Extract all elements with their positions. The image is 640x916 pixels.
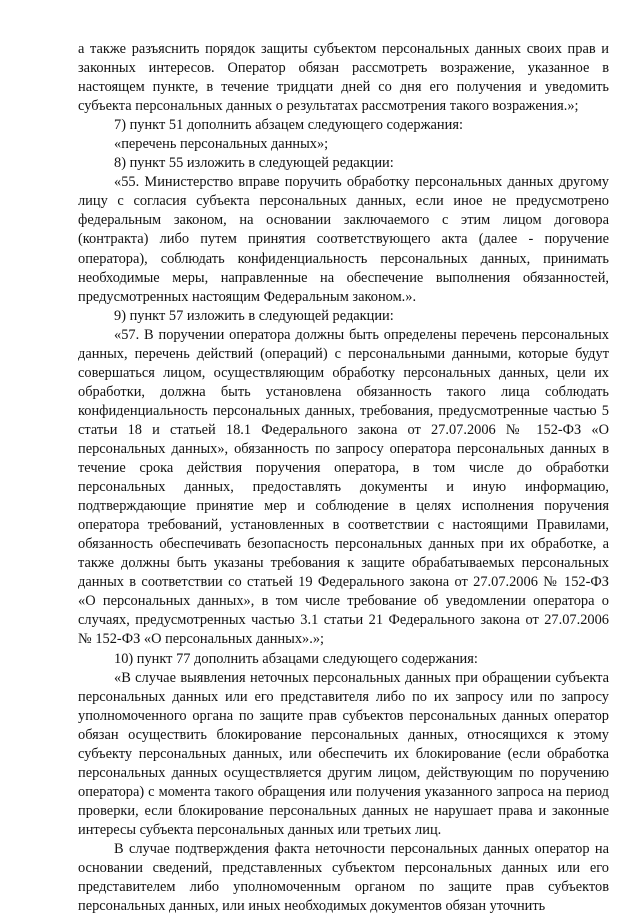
paragraph: «перечень персональных данных»; [114,136,329,153]
paragraph: «57. В поручении оператора должны быть определены перечень персональных данных, перечень действий (операций) с персональными данными, которые будут совершаться лицом, осуществляющим обработку персональных данных, цели их обработки, должна быть установлена обязанность такого лица соблюдать конфиденциальность персональных данных, требования, предусмотренные частью 5 статьи 18 и статьей 18.1 Федерального закона от 27.07.2006 № 152-ФЗ «О персональных данных», обязанность по запросу оператора персональных данных в течение срока действия поручения оператора, в том числе до обработки персональных данных, предоставлять документы и иную информацию, подтверждающие принятие мер и соблюдение в целях исполнения поручения оператора требований, установленных в соответствии с настоящими Правилами, обязанность обеспечивать безопасность персональных данных при их обработке, а также должны быть указаны требования к защите обрабатываемых персональных данных в соответствии со статьей 19 Федерального закона от 27.07.2006 № 152-ФЗ «О персональных данных», в том числе требование об уведомлении оператора о случаях, предусмотренных частью 3.1 статьи 21 Федерального закона от 27.07.2006 № 152-ФЗ «О персональных данных».»; [78,326,609,648]
paragraph: 10) пункт 77 дополнить абзацами следующего содержания: [114,650,478,667]
paragraph: 8) пункт 55 изложить в следующей редакции: [114,155,394,172]
paragraph: а также разъяснить порядок защиты субъектом персональных данных своих прав и законных интересов. Оператор обязан рассмотреть возражение, указанное в настоящем пункте, в течение тридцати дней со дня его получения и уведомить субъекта персональных данных о результатах рассмотрения такого возражения.»; [78,41,609,115]
paragraph: В случае подтверждения факта неточности персональных данных оператор на основании сведений, представленных субъектом персональных данных или его представителем либо уполномоченным органом по защите прав субъектов персональных данных, или иных необходимых документов обязан уточнить [78,840,609,915]
document-page [78,40,609,916]
paragraph: 7) пункт 51 дополнить абзацем следующего содержания: [114,117,463,134]
paragraph: «В случае выявления неточных персональных данных при обращении субъекта персональных данных или его представителя либо по их запросу или по запросу уполномоченного органа по защите прав субъектов персональных данных оператор обязан осуществить блокирование персональных данных, относящихся к этому субъекту персональных данных, или обеспечить их блокирование (если обработка персональных данных осуществляется другим лицом, действующим по поручению оператора) с момента такого обращения или получения указанного запроса на период проверки, если блокирование персональных данных не нарушает права и законные интересы субъекта персональных данных или третьих лиц. [78,669,609,838]
paragraph: «55. Министерство вправе поручить обработку персональных данных другому лицу с согласия субъекта персональных данных, если иное не предусмотрено федеральным законом, на основании заключаемого с этим лицом договора (контракта) либо путем принятия соответствующего акта (далее - поручение оператора), соблюдать конфиденциальность персональных данных, принимать необходимые меры, направленные на обеспечение выполнения обязанностей, предусмотренных настоящим Федеральным законом.». [78,174,609,305]
paragraph: 9) пункт 57 изложить в следующей редакции: [114,307,394,324]
